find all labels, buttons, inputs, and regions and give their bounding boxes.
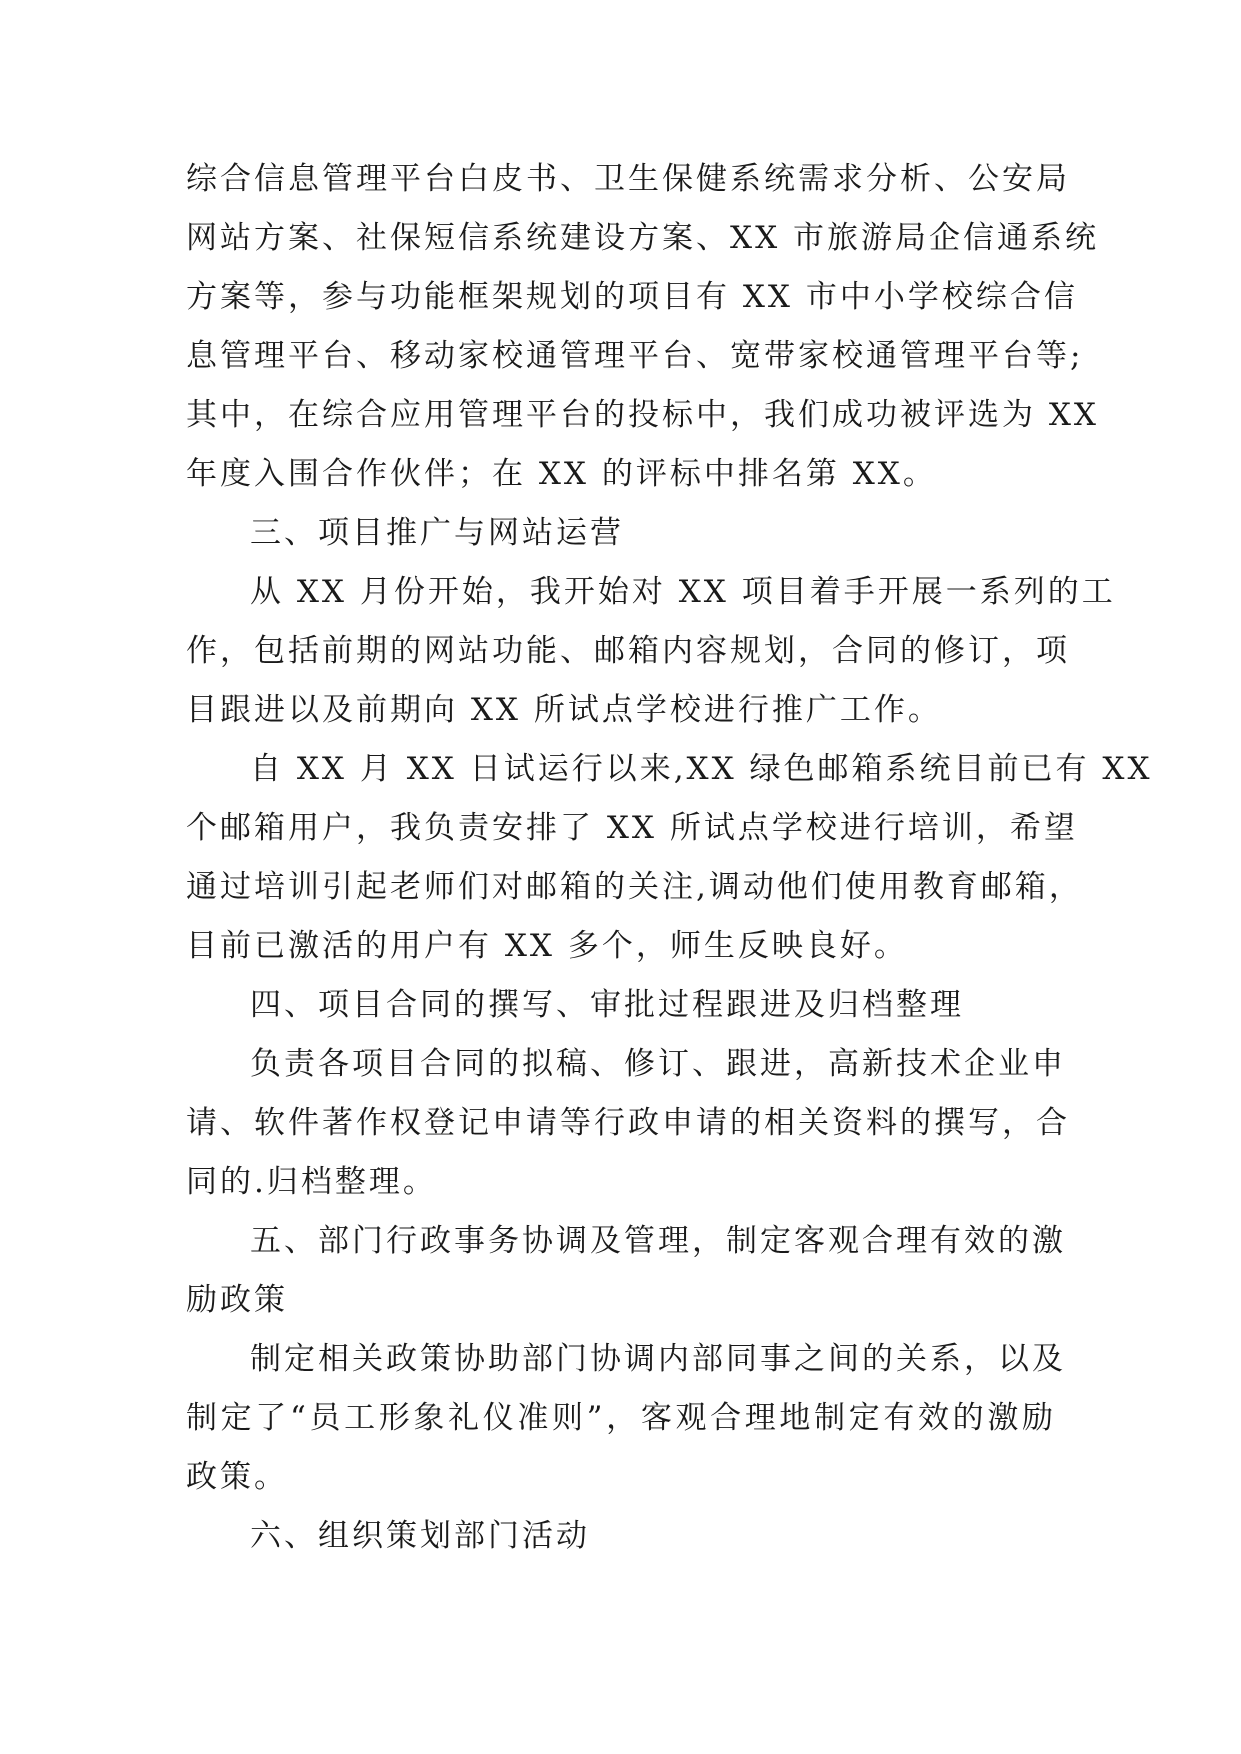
text-line: 四、项目合同的撰写、审批过程跟进及归档整理 [250, 987, 964, 1023]
text-line: 其中，在综合应用管理平台的投标中，我们成功被评选为 XX [186, 397, 1099, 433]
text-line: 目前已激活的用户有 XX 多个，师生反映良好。 [186, 928, 908, 964]
text-line: 同的.归档整理。 [186, 1164, 437, 1200]
text-line: 五、部门行政事务协调及管理，制定客观合理有效的激 [250, 1223, 1066, 1259]
text-line: 网站方案、社保短信系统建设方案、XX 市旅游局企信通系统 [186, 220, 1099, 256]
text-line: 作，包括前期的网站功能、邮箱内容规划，合同的修订，项 [186, 633, 1070, 669]
document-body [186, 150, 1153, 1566]
text-line: 综合信息管理平台白皮书、卫生保健系统需求分析、公安局 [186, 161, 1070, 197]
text-line: 通过培训引起老师们对邮箱的关注,调动他们使用教育邮箱， [186, 869, 1083, 905]
text-line: 个邮箱用户，我负责安排了 XX 所试点学校进行培训，希望 [186, 810, 1078, 846]
text-line: 方案等，参与功能框架规划的项目有 XX 市中小学校综合信 [186, 279, 1078, 315]
text-line: 三、项目推广与网站运营 [250, 515, 624, 551]
text-line: 负责各项目合同的拟稿、修订、跟进，高新技术企业申 [250, 1046, 1066, 1082]
text-line: 年度入围合作伙伴；在 XX 的评标中排名第 XX。 [186, 456, 937, 492]
text-line: 六、组织策划部门活动 [250, 1518, 590, 1554]
text-line: 请、软件著作权登记申请等行政申请的相关资料的撰写，合 [186, 1105, 1070, 1141]
text-line: 政策。 [186, 1459, 288, 1495]
text-line: 励政策 [186, 1282, 288, 1318]
text-line: 制定相关政策协助部门协调内部同事之间的关系，以及 [250, 1341, 1066, 1377]
text-line: 从 XX 月份开始，我开始对 XX 项目着手开展一系列的工 [250, 574, 1116, 610]
text-line: 自 XX 月 XX 日试运行以来,XX 绿色邮箱系统目前已有 XX [250, 751, 1153, 787]
text-line: 目跟进以及前期向 XX 所试点学校进行推广工作。 [186, 692, 942, 728]
text-line: 息管理平台、移动家校通管理平台、宽带家校通管理平台等; [186, 338, 1084, 374]
text-line: 制定了“员工形象礼仪准则”，客观合理地制定有效的激励 [186, 1400, 1056, 1436]
